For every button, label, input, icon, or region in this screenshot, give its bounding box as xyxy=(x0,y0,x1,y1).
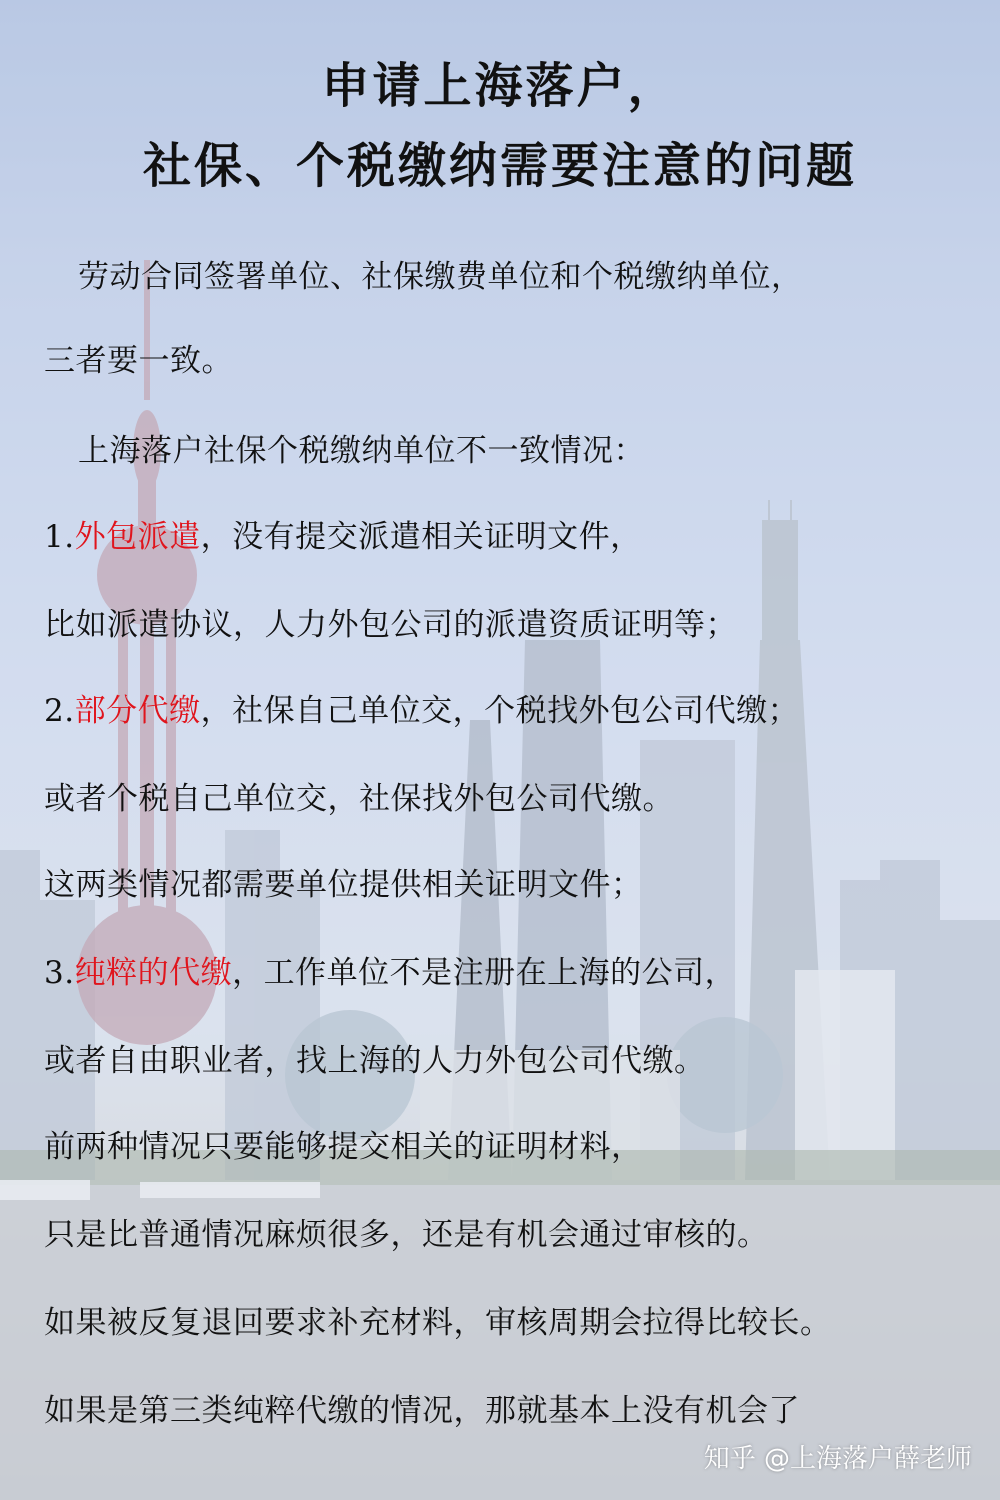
paragraph-line: 或者自由职业者，找上海的人力外包公司代缴。 xyxy=(44,1043,706,1079)
paragraph-line: 如果被反复退回要求补充材料，审核周期会拉得比较长。 xyxy=(44,1305,832,1341)
list-item-3 xyxy=(44,955,974,991)
list-number: 1. xyxy=(44,519,75,555)
paragraph-line: 或者个税自己单位交，社保找外包公司代缴。 xyxy=(44,781,674,817)
highlight-term: 纯粹的代缴 xyxy=(74,955,233,991)
list-number: 2. xyxy=(44,693,75,729)
paragraph-line: 劳动合同签署单位、社保缴费单位和个税缴纳单位， xyxy=(78,259,803,295)
list-text: ，工作单位不是注册在上海的公司， xyxy=(232,955,737,991)
list-text: ，没有提交派遣相关证明文件， xyxy=(200,519,642,555)
paragraph-line: 上海落户社保个税缴纳单位不一致情况： xyxy=(78,433,645,469)
highlight-term: 外包派遣 xyxy=(74,519,201,555)
paragraph-line: 如果是第三类纯粹代缴的情况，那就基本上没有机会了 xyxy=(44,1393,800,1429)
page-title-line-2: 社保、个税缴纳需要注意的问题 xyxy=(142,138,857,194)
paragraph-line: 比如派遣协议，人力外包公司的派遣资质证明等； xyxy=(44,607,737,643)
list-item-2 xyxy=(44,693,974,729)
paragraph-line: 前两种情况只要能够提交相关的证明材料， xyxy=(44,1129,643,1165)
paragraph-line: 只是比普通情况麻烦很多，还是有机会通过审核的。 xyxy=(44,1217,769,1253)
paragraph-line: 这两类情况都需要单位提供相关证明文件； xyxy=(44,867,643,903)
list-number: 3. xyxy=(44,955,75,991)
list-text: ，社保自己单位交，个税找外包公司代缴； xyxy=(200,693,800,729)
watermark: 知乎 @上海落户薛老师 xyxy=(703,1444,972,1474)
page-title-line-1: 申请上海落户， xyxy=(321,58,679,114)
highlight-term: 部分代缴 xyxy=(74,693,201,729)
list-item-1 xyxy=(44,519,974,555)
paragraph-line: 三者要一致。 xyxy=(44,343,233,379)
